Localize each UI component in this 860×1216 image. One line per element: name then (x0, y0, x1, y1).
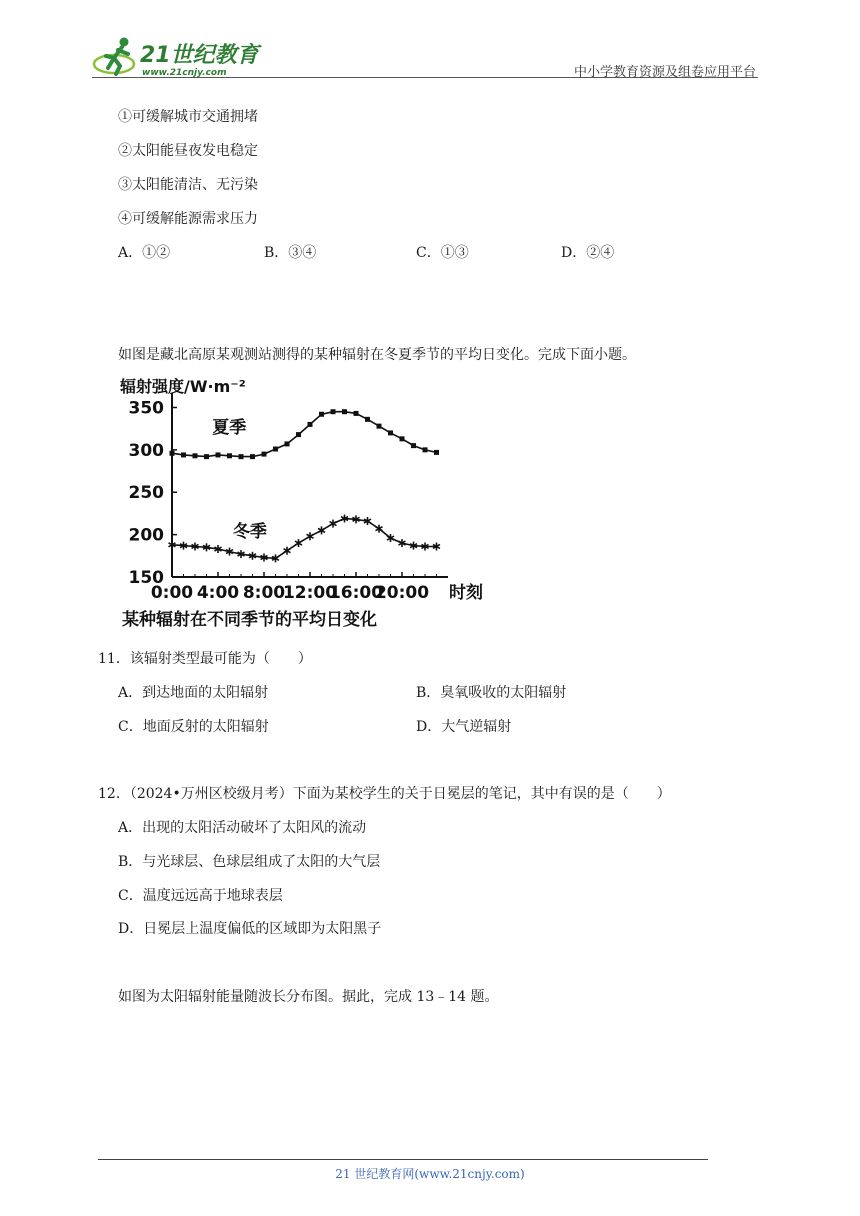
summer-point (331, 409, 336, 414)
y-tick-label: 300 (128, 440, 164, 461)
footer-divider (98, 1159, 708, 1160)
option-letter: D． (118, 921, 144, 937)
series-line-1 (172, 519, 437, 559)
option-text: 地面反射的太阳辐射 (142, 719, 269, 735)
q11-option-a[interactable] (118, 682, 268, 702)
winter-point (318, 526, 325, 534)
chart-series (169, 409, 440, 562)
option-letter: A． (118, 685, 143, 701)
footer-site-link[interactable]: 21 世纪教育网(www.21cnjy.com) (335, 1167, 525, 1181)
logo-text: 21世纪教育 (140, 43, 259, 68)
q11-stem (98, 648, 312, 668)
option-letter: C． (118, 888, 143, 904)
x-tick-label: 16:00 (328, 583, 384, 603)
y-axis-label: 辐射强度/W·m⁻² (120, 377, 246, 396)
option-text: ①② (142, 245, 171, 261)
q11-option-b[interactable] (416, 682, 566, 702)
summer-point (181, 452, 186, 457)
summer-point (273, 447, 278, 452)
q11-option-c[interactable] (118, 716, 269, 736)
summer-point (170, 451, 175, 456)
logo-subtext: www.21cnjy.com (142, 68, 227, 78)
summer-point (388, 430, 393, 435)
option-text: 出现的太阳活动破坏了太阳风的流动 (142, 820, 367, 836)
question-source: （2024•万州区校级月考） (129, 786, 293, 802)
question-text: 下面为某校学生的关于日冕层的笔记，其中有误的是（ ） (292, 786, 671, 802)
option-letter: B． (264, 245, 289, 261)
summer-point (239, 454, 244, 459)
summer-point (250, 454, 255, 459)
summer-point (411, 443, 416, 448)
summer-point (193, 453, 198, 458)
x-tick-label: 12:00 (282, 583, 338, 603)
q12-option-a[interactable] (118, 817, 366, 837)
header-divider (92, 77, 758, 78)
summer-point (423, 447, 428, 452)
summer-point (434, 450, 439, 455)
question-number: 12． (98, 786, 130, 802)
summer-point (377, 424, 382, 429)
x-tick-label: 4:00 (196, 583, 240, 603)
q12-option-b[interactable] (118, 851, 380, 871)
site-logo (92, 34, 262, 80)
summer-point (204, 454, 209, 459)
summer-point (227, 453, 232, 458)
next-intro-text: 如图为太阳辐射能量随波长分布图。据此，完成 13﹣14 题。 (118, 989, 499, 1005)
option-text: 与光球层、色球层组成了太阳的大气层 (142, 854, 381, 870)
option-letter: A． (118, 820, 143, 836)
option-text: 日冕层上温度偏低的区域即为太阳黑子 (143, 921, 382, 937)
q12-stem (98, 783, 671, 803)
option-letter: C． (416, 245, 441, 261)
summer-point (285, 441, 290, 446)
summer-point (319, 412, 324, 417)
question-number: 11． (98, 651, 130, 667)
prev-option-c[interactable] (416, 242, 469, 262)
summer-point (342, 409, 347, 414)
x-tick-label: 20:00 (374, 583, 430, 603)
chart-labels (119, 377, 483, 630)
chart-caption: 某种辐射在不同季节的平均日变化 (122, 610, 377, 630)
x-tick-label: 8:00 (242, 583, 286, 603)
y-tick-label: 250 (128, 483, 164, 504)
summer-point (296, 432, 301, 437)
radiation-line-chart (118, 375, 490, 637)
x-axis-label: 时刻 (449, 583, 483, 603)
x-tick-label: 0:00 (150, 583, 194, 603)
option-text: 到达地面的太阳辐射 (142, 685, 269, 701)
chart-intro-text: 如图是藏北高原某观测站测得的某种辐射在冬夏季节的平均日变化。完成下面小题。 (118, 347, 636, 363)
option-text: ②④ (586, 245, 615, 261)
option-text: ③④ (288, 245, 317, 261)
option-letter: B． (118, 854, 143, 870)
statement-3: ③太阳能清洁、无污染 (118, 177, 258, 193)
winter-point (295, 539, 302, 547)
option-text: 大气逆辐射 (441, 719, 512, 735)
statement-1: ①可缓解城市交通拥堵 (118, 109, 258, 125)
summer-point (216, 452, 221, 457)
winter-point (330, 520, 337, 528)
question-text: 该辐射类型最可能为（ ） (129, 651, 312, 667)
runner-logo-icon (92, 34, 262, 80)
series-label-winter: 冬季 (232, 522, 267, 543)
y-tick-label: 200 (128, 525, 164, 546)
summer-point (262, 452, 267, 457)
winter-point (307, 532, 314, 540)
option-text: 温度远远高于地球表层 (142, 888, 283, 904)
y-tick-label: 150 (128, 568, 164, 588)
statement-2: ②太阳能昼夜发电稳定 (118, 143, 258, 159)
option-letter: D． (561, 245, 587, 261)
option-text: 臭氧吸收的太阳辐射 (440, 685, 567, 701)
summer-point (308, 422, 313, 427)
option-letter: C． (118, 719, 143, 735)
option-text: ①③ (440, 245, 469, 261)
q12-option-c[interactable] (118, 885, 283, 905)
q11-option-d[interactable] (416, 716, 511, 736)
summer-point (400, 436, 405, 441)
winter-point (284, 547, 291, 555)
prev-option-a[interactable] (118, 242, 170, 262)
header-platform-text: 中小学教育资源及组卷应用平台 (573, 65, 756, 80)
summer-point (365, 417, 370, 422)
q12-option-d[interactable] (118, 918, 381, 938)
option-letter: B． (416, 685, 441, 701)
summer-point (354, 411, 359, 416)
prev-option-d[interactable] (561, 242, 614, 262)
option-letter: D． (416, 719, 442, 735)
series-label-summer: 夏季 (212, 417, 247, 438)
option-letter: A． (118, 245, 143, 261)
y-tick-label: 350 (128, 398, 164, 419)
prev-option-b[interactable] (264, 242, 316, 262)
statement-4: ④可缓解能源需求压力 (118, 211, 258, 227)
